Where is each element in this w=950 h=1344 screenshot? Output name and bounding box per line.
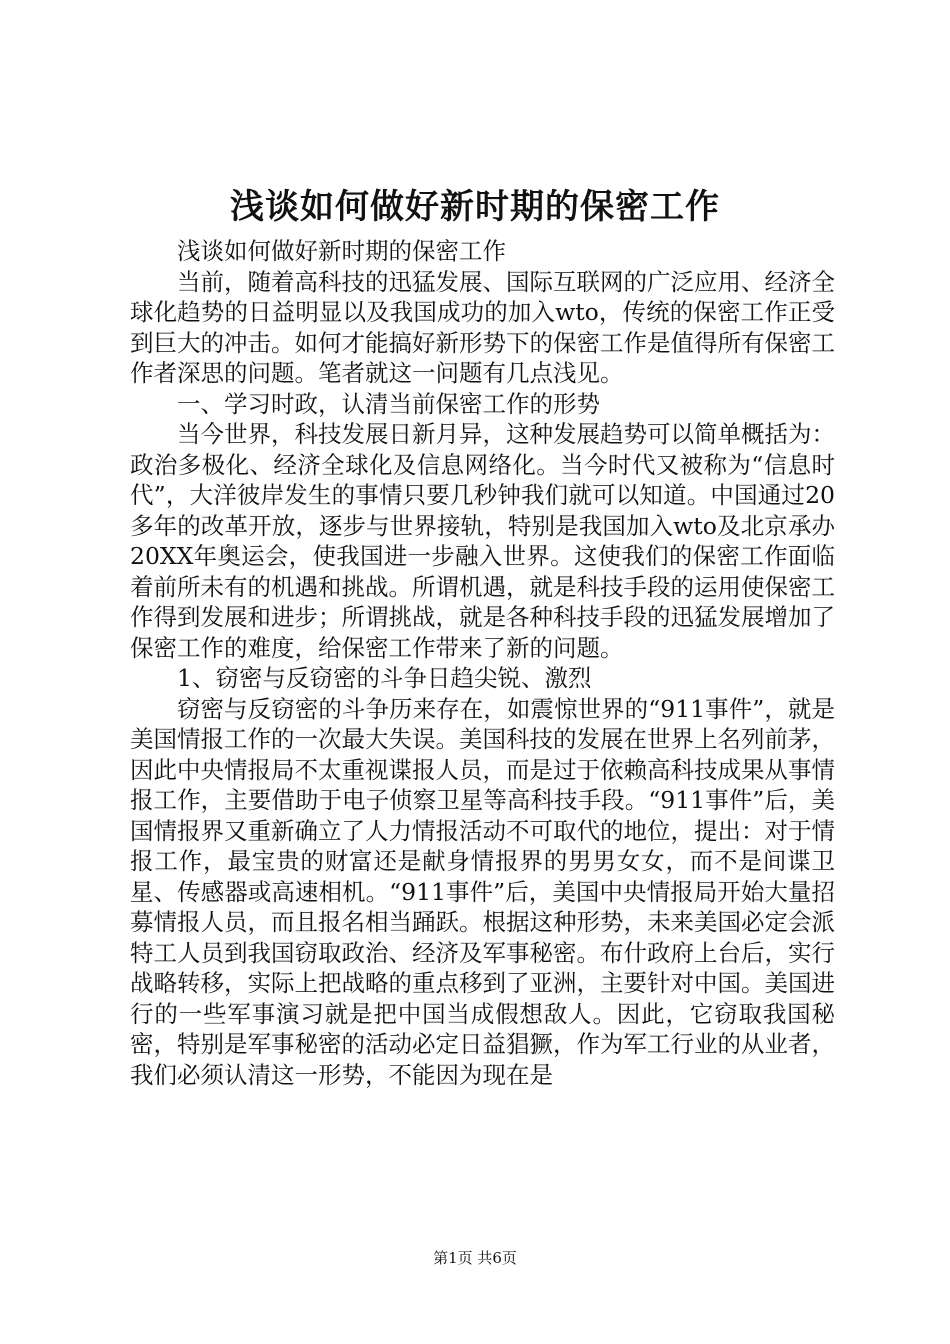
section-heading-1: 一、学习时政，认清当前保密工作的形势: [177, 389, 600, 418]
paragraph-subtitle: 浅谈如何做好新时期的保密工作: [177, 237, 506, 265]
paragraph-espionage: 窃密与反窃密的斗争历来存在，如震惊世界的“911事件”，就是美国情报工作的一次最大失误。美国科技的发展在世界上名列前茅，因此中央情报局不太重视谍报人员，而是过于依赖高科技成果从事情报工作，主要借助于电子侦察卫星等高科技手段。“911事件”后，美国情报界又重新确立了人力情报活动不可取代的地位，提出：对于情报工作，最宝贵的财富还是献身情报界的男男女女，而不是间谍卫星、传感器或高速相机。“911事件”后，美国中央情报局开始大量招募情报人员，而且报名相当踊跃。根据这种形势，未来美国必定会派特工人员到我国窃取政治、经济及军事秘密。布什政府上台后，实行战略转移，实际上把战略的重点移到了亚洲，主要针对中国。美国进行的一些军事演习就是把中国当成假想敌人。因此，它窃取我国秘密，特别是军事秘密的活动必定日益猖獗，作为军工行业的从业者，我们必须认清这一形势，不能因为现在是: [130, 694, 835, 1089]
document-body: [130, 236, 835, 1090]
document-title: 浅谈如何做好新时期的保密工作: [230, 187, 720, 227]
subsection-heading-1: 1、窃密与反窃密的斗争日趋尖锐、激烈: [177, 664, 592, 692]
paragraph-intro: 当前，随着高科技的迅猛发展、国际互联网的广泛应用、经济全球化趋势的日益明显以及我国成功的加入wto，传统的保密工作正受到巨大的冲击。如何才能搞好新形势下的保密工作是值得所有保密工作者深思的问题。笔者就这一问题有几点浅见。: [130, 267, 835, 387]
paragraph-situation: 当今世界，科技发展日新月异，这种发展趋势可以简单概括为：政治多极化、经济全球化及信息网络化。当今时代又被称为“信息时代”，大洋彼岸发生的事情只要几秒钟我们就可以知道。中国通过20多年的改革开放，逐步与世界接轨，特别是我国加入wto及北京承办20XX年奥运会，使我国进一步融入世界。这使我们的保密工作面临着前所未有的机遇和挑战。所谓机遇，就是科技手段的运用使保密工作得到发展和进步；所谓挑战，就是各种科技手段的迅猛发展增加了保密工作的难度，给保密工作带来了新的问题。: [130, 420, 835, 662]
page-number-footer: 第1页 共6页: [433, 1249, 517, 1267]
